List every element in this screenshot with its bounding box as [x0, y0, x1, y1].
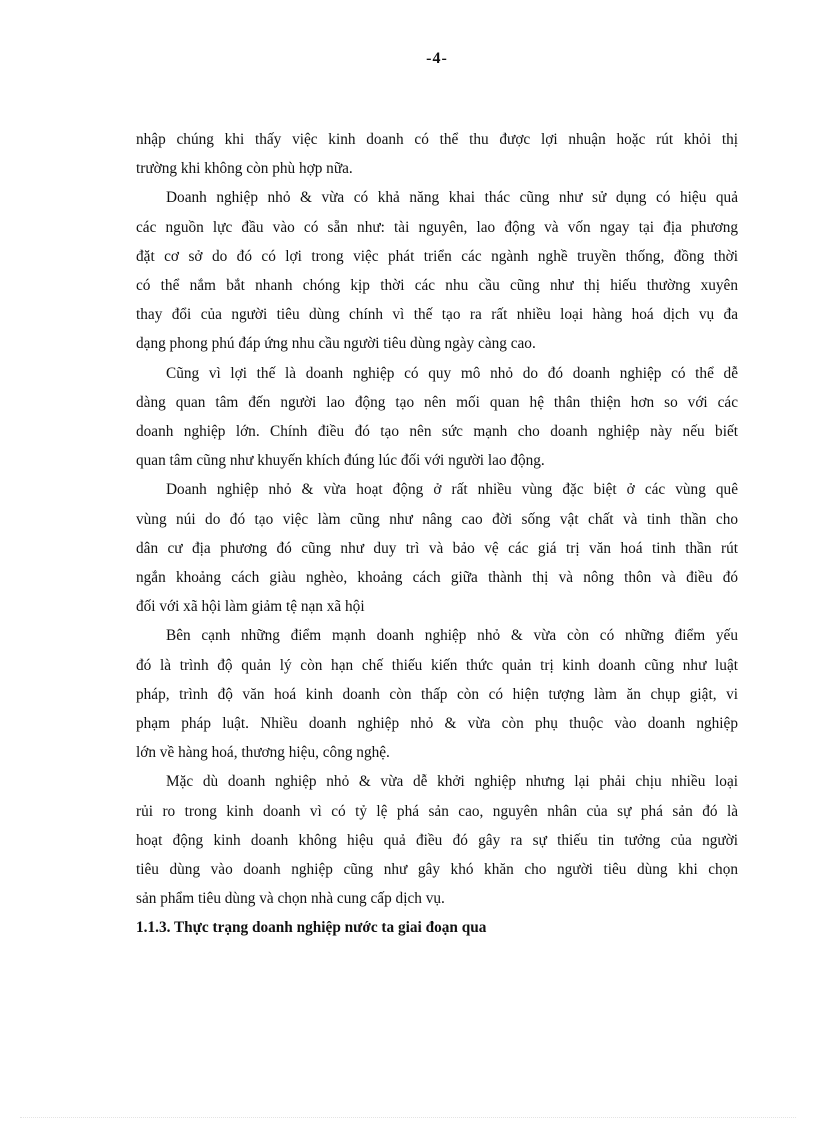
text-line: tiêu dùng vào doanh nghiệp cũng như gây khó khăn cho người tiêu dùng khi chọn — [136, 861, 738, 879]
paragraph — [136, 183, 738, 358]
page-bottom-rule — [20, 1117, 796, 1118]
text-line: đó là trình độ quản lý còn hạn chế thiếu kiến thức quản trị kinh doanh cũng như luật — [136, 656, 738, 674]
paragraph — [136, 475, 738, 621]
text-line: Doanh nghiệp nhỏ & vừa hoạt động ở rất nhiều vùng đặc biệt ở các vùng quê — [166, 481, 738, 499]
text-line: phạm pháp luật. Nhiều doanh nghiệp nhỏ & vừa còn phụ thuộc vào doanh nghiệp — [136, 715, 738, 733]
text-line: ngắn khoảng cách giàu nghèo, khoảng cách giữa thành thị và nông thôn và điều đó — [136, 569, 738, 587]
text-line: đặt cơ sở do đó có lợi trong việc phát triển các ngành nghề truyền thống, đồng thời — [136, 247, 738, 265]
text-line: Doanh nghiệp nhỏ & vừa có khả năng khai thác cũng như sử dụng có hiệu quả — [166, 189, 738, 207]
document-body — [136, 125, 738, 943]
text-line: sản phẩm tiêu dùng và chọn nhà cung cấp dịch vụ. — [136, 890, 445, 908]
text-line: vùng núi do đó tạo việc làm cũng như nâng cao đời sống vật chất và tinh thần cho — [136, 510, 738, 528]
paragraph — [136, 621, 738, 767]
section-heading: 1.1.3. Thực trạng doanh nghiệp nước ta giai đoạn qua — [136, 919, 487, 937]
text-line: Cũng vì lợi thế là doanh nghiệp có quy mô nhỏ do đó doanh nghiệp có thể dễ — [166, 364, 738, 382]
paragraph — [136, 359, 738, 476]
text-line: rủi ro trong kinh doanh vì có tỷ lệ phá sản cao, nguyên nhân của sự phá sản đó là — [136, 802, 738, 820]
text-line: nhập chúng khi thấy việc kinh doanh có thể thu được lợi nhuận hoặc rút khỏi thị — [136, 131, 738, 148]
text-line: lớn về hàng hoá, thương hiệu, công nghệ. — [136, 744, 390, 762]
text-line: pháp, trình độ văn hoá kinh doanh còn thấp còn có hiện tượng làm ăn chụp giật, vi — [136, 685, 738, 703]
text-line: các nguồn lực đầu vào có sẵn như: tài nguyên, lao động và vốn ngay tại địa phương — [136, 218, 738, 236]
text-line: Bên cạnh những điểm mạnh doanh nghiệp nhỏ & vừa còn có những điểm yếu — [166, 627, 738, 645]
text-line: dàng quan tâm đến người lao động tạo nên mối quan hệ thân thiện hơn so với các — [136, 393, 738, 411]
text-line: dạng phong phú đáp ứng nhu cầu người tiêu dùng ngày càng cao. — [136, 335, 536, 353]
paragraph — [136, 125, 738, 183]
page-number: -4- — [426, 50, 448, 67]
text-line: có thể nắm bắt nhanh chóng kịp thời các nhu cầu cũng như thị hiếu thường xuyên — [136, 277, 738, 295]
text-line: dân cư địa phương đó cũng như duy trì và bảo vệ các giá trị văn hoá tinh thần rút — [136, 539, 738, 557]
text-line: quan tâm cũng như khuyến khích đúng lúc đối với người lao động. — [136, 452, 545, 470]
text-line: thay đổi của người tiêu dùng chính vì thế tạo ra rất nhiều loại hàng hoá dịch vụ đa — [136, 306, 738, 324]
text-line: hoạt động kinh doanh không hiệu quả điều đó gây ra sự thiếu tin tưởng của người — [136, 831, 738, 849]
text-line: đối với xã hội làm giảm tệ nạn xã hội — [136, 598, 365, 616]
text-line: Mặc dù doanh nghiệp nhỏ & vừa dễ khởi nghiệp nhưng lại phải chịu nhiều loại — [166, 773, 738, 791]
text-line: doanh nghiệp lớn. Chính điều đó tạo nên sức mạnh cho doanh nghiệp này nếu biết — [136, 423, 738, 441]
paragraph — [136, 767, 738, 913]
text-line: trường khi không còn phù hợp nữa. — [136, 160, 353, 178]
